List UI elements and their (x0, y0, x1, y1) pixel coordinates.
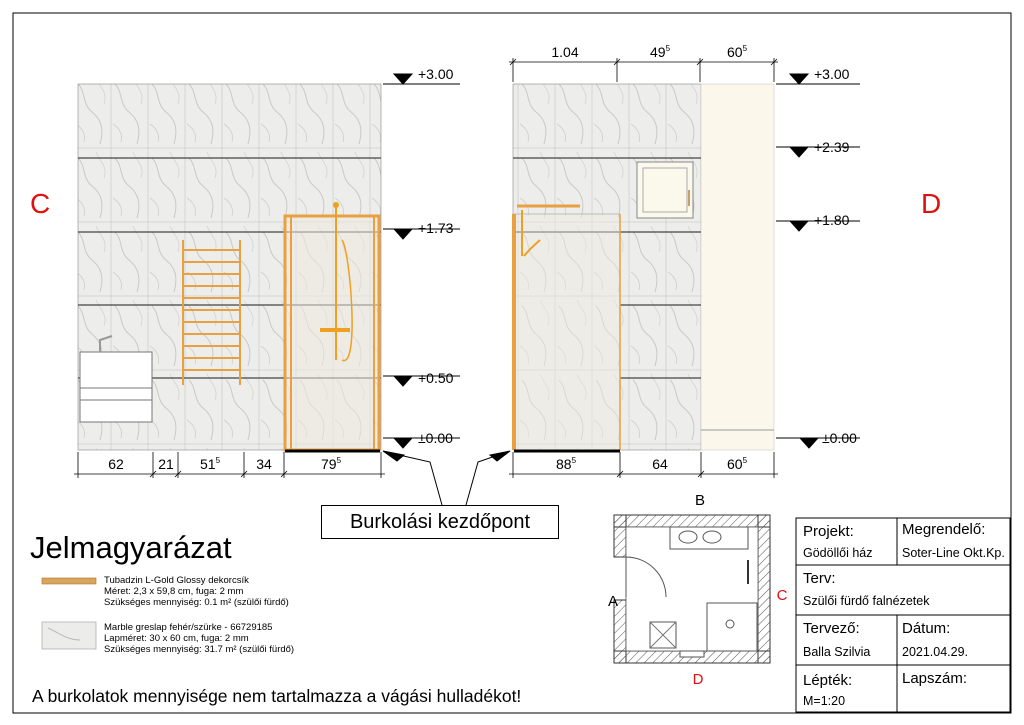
waste-note: A burkolatok mennyisége nem tartalmazza a vágási hulladékot! (32, 686, 522, 706)
elevation-letter-d: D (921, 188, 942, 219)
shower-enclosure-c (285, 202, 380, 451)
level-markers-c (383, 74, 460, 448)
wall-cabinet (637, 162, 693, 218)
plan-label-a: A (607, 593, 619, 610)
level-d-000: ±0.00 (822, 430, 857, 446)
dim-line-d-top (509, 58, 778, 82)
legend-swatch-marble (42, 622, 96, 649)
legend-item-marble (104, 622, 294, 655)
legend-item-size: Méret: 2,3 x 59,8 cm, fuga: 2 mm (104, 586, 244, 597)
level-d-300: +3.00 (814, 66, 850, 82)
tb-designer-value: Balla Szilvia (803, 645, 871, 659)
cream-wall-d (701, 84, 774, 450)
dim-d-top-2: $60^5$ (726, 44, 748, 60)
legend-item-size: Lapméret: 30 x 60 cm, fuga: 2 mm (104, 633, 249, 644)
tb-date-label: Dátum: (902, 620, 951, 637)
floor-plan (614, 515, 770, 663)
level-c-300: +3.00 (418, 66, 454, 82)
elevation-c (30, 66, 460, 478)
elevation-letter-c: C (30, 188, 51, 219)
tb-sheet-label: Lapszám: (902, 670, 968, 687)
legend-item-qty: Szükséges mennyiség: 0.1 m² (szülői fürdő) (104, 597, 289, 608)
level-c-000: ±0.00 (418, 430, 453, 446)
dim-d-top-0: 1.04 (551, 44, 579, 60)
plan-label-d: D (692, 671, 704, 688)
dim-c-1: 21 (158, 456, 174, 472)
tb-date-value: 2021.04.29. (902, 645, 969, 659)
callout-leaders (383, 451, 510, 505)
level-c-050: +0.50 (418, 370, 454, 386)
legend-item-name: Marble greslap fehér/szürke - 66729185 (104, 622, 273, 633)
coordinate-start-callout: Burkolási kezdőpont (321, 505, 559, 539)
dim-d-bottom-2: $60^5$ (726, 456, 748, 472)
legend-swatch-gold (42, 578, 96, 584)
elevation-d (509, 44, 941, 478)
dim-d-bottom-0: $88^5$ (555, 456, 577, 472)
dim-c-2: $51^5$ (199, 456, 221, 472)
dim-c-0: 62 (108, 456, 124, 472)
dim-d-bottom-1: 64 (652, 456, 668, 472)
dim-d-top-1: $49^5$ (649, 44, 671, 60)
legend-item-gold (104, 575, 289, 608)
plan-label-b: B (694, 492, 706, 509)
level-d-180: +1.80 (814, 212, 850, 228)
dim-c-4: $79^5$ (320, 456, 342, 472)
tb-plan-label: Terv: (803, 570, 836, 587)
tb-client-value: Soter-Line Okt.Kp. (902, 546, 1005, 560)
level-markers-d (776, 74, 860, 448)
plan-label-c: C (776, 587, 788, 604)
tb-client-label: Megrendelő: (902, 521, 986, 538)
legend-item-qty: Szükséges mennyiség: 31.7 m² (szülői fürdő) (104, 644, 295, 655)
level-c-173: +1.73 (418, 220, 454, 236)
legend-title: Jelmagyarázat (30, 530, 232, 565)
legend-item-name: Tubadzin L-Gold Glossy dekorcsík (104, 575, 249, 586)
tb-designer-label: Tervező: (803, 620, 860, 637)
shower-enclosure-d (514, 206, 620, 451)
tb-project-value: Gödöllői ház (803, 546, 873, 560)
tb-scale-label: Lépték: (803, 672, 853, 689)
tb-scale-value: M=1:20 (803, 694, 846, 708)
tb-plan-value: Szülői fürdő falnézetek (803, 594, 930, 608)
dim-c-3: 34 (256, 456, 272, 472)
tb-project-label: Projekt: (803, 523, 854, 540)
level-d-239: +2.39 (814, 139, 850, 155)
